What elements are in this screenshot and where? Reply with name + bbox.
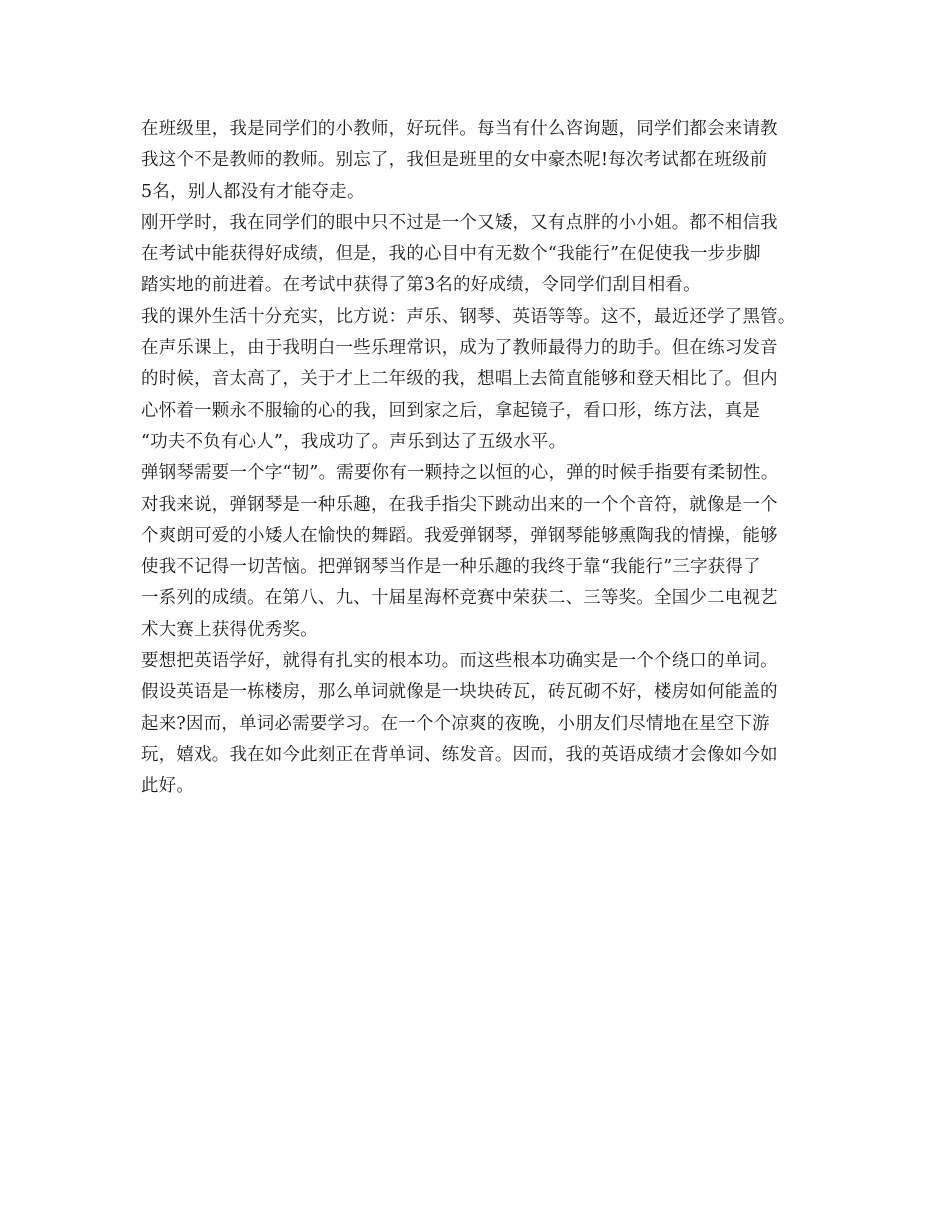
text-line: “功夫不负有心人”，我成功了。声乐到达了五级水平。	[141, 431, 567, 452]
text-line: 对我来说，弹钢琴是一种乐趣，在我手指尖下跳动出来的一个个音符，就像是一个	[141, 494, 778, 515]
text-line: 此好。	[141, 776, 195, 797]
text-line: 假设英语是一栋楼房，那么单词就像是一块块砖瓦，砖瓦砌不好，楼房如何能盖的	[141, 682, 778, 703]
text-line: 5名，别人都没有才能夺走。	[141, 181, 365, 202]
text-line: 刚开学时，我在同学们的眼中只不过是一个又矮，又有点胖的小小姐。都不相信我	[141, 212, 778, 233]
document-body	[141, 114, 831, 803]
text-line: 心怀着一颗永不服输的心的我，回到家之后，拿起镜子，看口形，练方法，真是	[141, 400, 761, 421]
text-line: 玩，嬉戏。我在如今此刻正在背单词、练发音。因而，我的英语成绩才会像如今如	[141, 744, 778, 765]
text-line: 踏实地的前进着。在考试中获得了第3名的好成绩，令同学们刮目相看。	[141, 275, 701, 296]
text-line: 个爽朗可爱的小矮人在愉快的舞蹈。我爱弹钢琴，弹钢琴能够熏陶我的情操，能够	[141, 525, 778, 546]
text-line: 要想把英语学好，就得有扎实的根本功。而这些根本功确实是一个个绕口的单词。	[141, 651, 778, 672]
text-line: 在考试中能获得好成绩，但是，我的心目中有无数个“我能行”在促使我一步步脚	[141, 244, 761, 265]
text-line: 使我不记得一切苦恼。把弹钢琴当作是一种乐趣的我终于靠“我能行”三字获得了	[141, 557, 761, 578]
text-line: 的时候，音太高了，关于才上二年级的我，想唱上去简直能够和登天相比了。但内	[141, 369, 778, 390]
text-line: 在班级里，我是同学们的小教师，好玩伴。每当有什么咨询题，同学们都会来请教	[141, 119, 778, 139]
text-line: 我这个不是教师的教师。别忘了，我但是班里的女中豪杰呢!每次考试都在班级前	[141, 150, 768, 171]
text-line: 术大赛上获得优秀奖。	[141, 619, 318, 640]
text-line: 我的课外生活十分充实，比方说：声乐、钢琴、英语等等。这不，最近还学了黑管。	[141, 306, 796, 327]
text-line: 一系列的成绩。在第八、九、十届星海杯竞赛中荣获二、三等奖。全国少二电视艺	[141, 588, 778, 609]
text-line: 起来?因而，单词必需要学习。在一个个凉爽的夜晚，小朋友们尽情地在星空下游	[141, 713, 770, 734]
text-line: 弹钢琴需要一个字“韧”。需要你有一颗持之以恒的心，弹的时候手指要有柔韧性。	[141, 463, 779, 484]
text-line: 在声乐课上，由于我明白一些乐理常识，成为了教师最得力的助手。但在练习发音	[141, 338, 778, 359]
